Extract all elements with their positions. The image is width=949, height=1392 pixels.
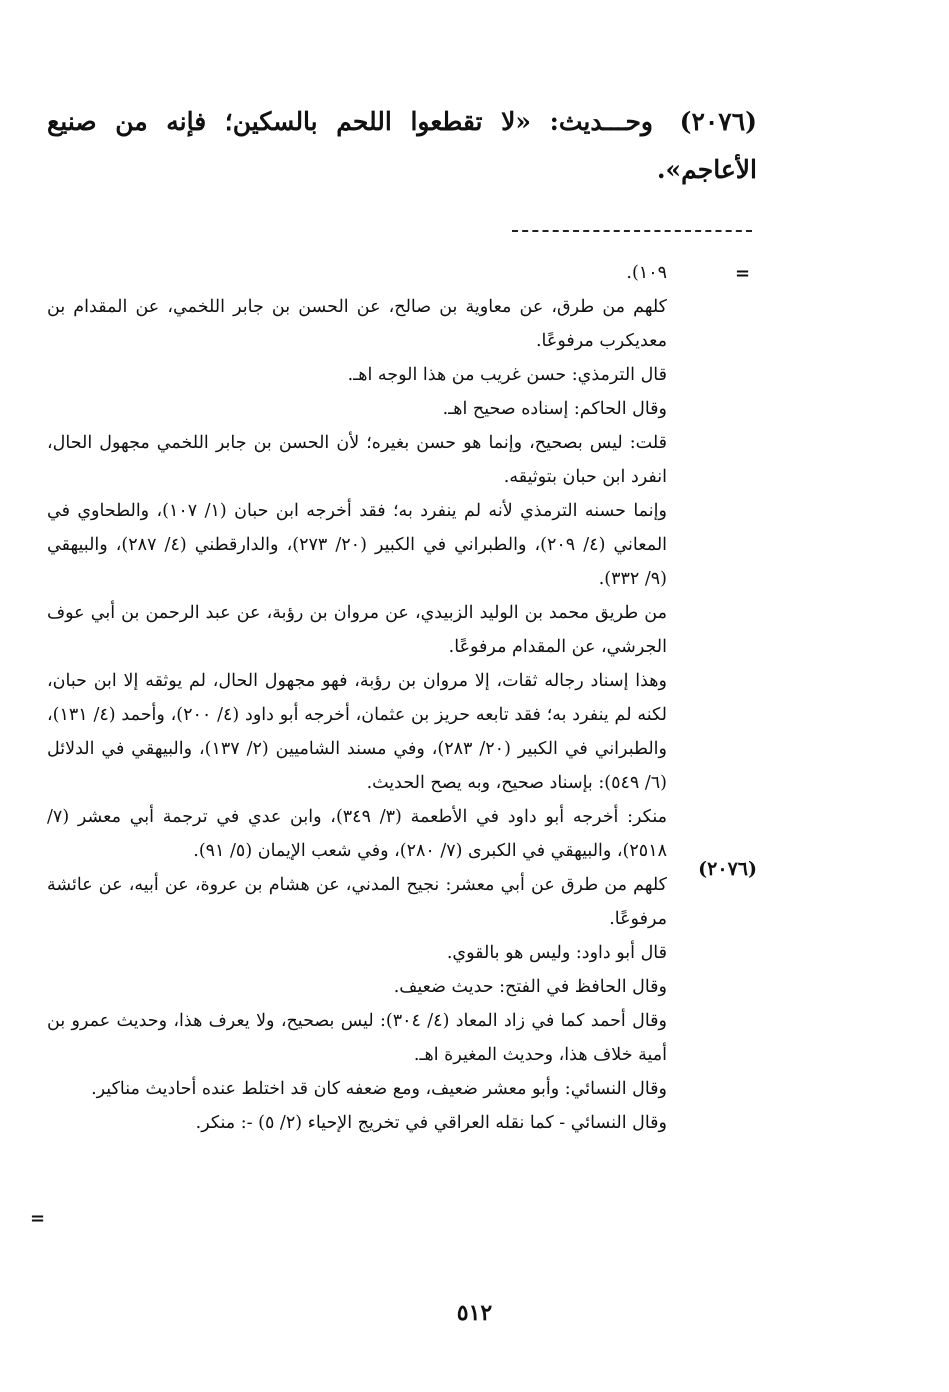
page-number: ٥١٢: [456, 1300, 493, 1326]
hadith-text: وحـــديث: «لا تقطعوا اللحم بالسكين؛ فإنه من صنيع الأعاجم».: [47, 107, 757, 184]
footnote-paragraph: وهذا إسناد رجاله ثقات، إلا مروان بن رؤبة، فهو مجهول الحال، لم يوثقه إلا ابن حبان، لكنه لم ينفرد به؛ فقد تابعه حريز بن عثمان، أخرجه أبو داود (٤/ ٢٠٠)، وأحمد (٤/ ١٣١)، والطبراني في الكبير (٢٠/ ٢٨٣)، وفي مسند الشاميين (٢/ ١٣٧)، والبيهقي في الدلائل (٦/ ٥٤٩): بإسناد صحيح، وبه يصح الحديث.: [47, 671, 667, 793]
footnote-paragraph: وقال أحمد كما في زاد المعاد (٤/ ٣٠٤): ليس بصحيح، ولا يعرف هذا، وحديث عمرو بن أمية خلاف هذا، وحديث المغيرة اهـ.: [47, 1011, 667, 1065]
footnote-paragraph: كلهم من طرق، عن معاوية بن صالح، عن الحسن بن جابر اللخمي، عن المقدام بن معديكرب مرفوعًا.: [47, 297, 667, 351]
hadith-heading: [47, 98, 757, 194]
footnote-entry-number: (٢٠٧٦): [698, 858, 757, 880]
hadith-number: (٢٠٧٦): [679, 107, 757, 136]
footnotes: [47, 256, 667, 1140]
footnote-separator: [512, 230, 752, 232]
footnote-paragraph: من طريق محمد بن الوليد الزبيدي، عن مروان بن رؤبة، عن عبد الرحمن بن أبي عوف الجرشي، عن المقدام مرفوعًا.: [47, 603, 667, 657]
footnote-paragraph: وقال الحافظ في الفتح: حديث ضعيف.: [393, 977, 667, 997]
footnote-paragraph: كلهم من طرق عن أبي معشر: نجيح المدني، عن هشام بن عروة، عن أبيه، عن عائشة مرفوعًا.: [47, 875, 667, 929]
footnote-paragraph: وقال الحاكم: إسناده صحيح اهـ.: [442, 399, 667, 419]
footnote-paragraph: منكر: أخرجه أبو داود في الأطعمة (٣/ ٣٤٩)، وابن عدي في ترجمة أبي معشر (٧/ ٢٥١٨)، والبيهقي في الكبرى (٧/ ٢٨٠)، وفي شعب الإيمان (٥/ ٩١).: [47, 807, 667, 861]
footnote-paragraph: وقال النسائي - كما نقله العراقي في تخريج الإحياء (٢/ ٥) -: منكر.: [195, 1113, 667, 1133]
continuation-marker-top: =: [735, 263, 751, 284]
continuation-marker-bottom: =: [30, 1208, 46, 1229]
footnote-paragraph: ١٠٩).: [626, 263, 667, 283]
footnote-paragraph: قلت: ليس بصحيح، وإنما هو حسن بغيره؛ لأن الحسن بن جابر اللخمي مجهول الحال، انفرد ابن حبان بتوثيقه.: [47, 433, 667, 487]
footnote-paragraph: وقال النسائي: وأبو معشر ضعيف، ومع ضعفه كان قد اختلط عنده أحاديث مناكير.: [91, 1079, 667, 1099]
footnote-paragraph: قال الترمذي: حسن غريب من هذا الوجه اهـ.: [347, 365, 667, 385]
footnote-paragraph: قال أبو داود: وليس هو بالقوي.: [446, 943, 667, 963]
footnote-paragraph: وإنما حسنه الترمذي لأنه لم ينفرد به؛ فقد أخرجه ابن حبان (١/ ١٠٧)، والطحاوي في المعاني (٤/ ٢٠٩)، والطبراني في الكبير (٢٠/ ٢٧٣)، والدارقطني (٤/ ٢٨٧)، والبيهقي (٩/ ٣٣٢).: [47, 501, 668, 589]
